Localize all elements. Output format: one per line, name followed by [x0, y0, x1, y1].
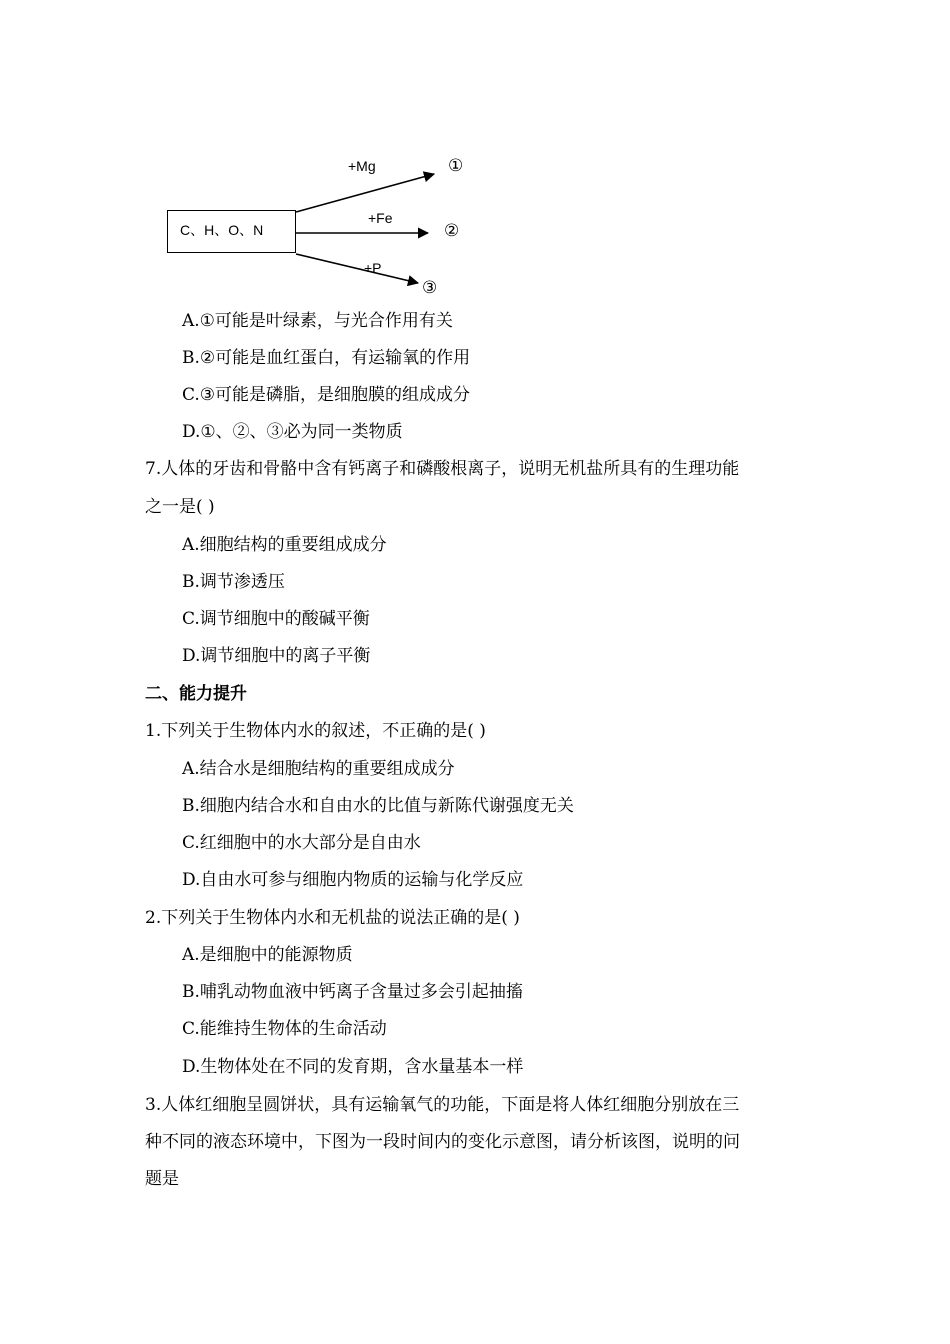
- s2-q1-stem: 1.下列关于生物体内水的叙述，不正确的是( ): [145, 721, 486, 741]
- branch-label-p: +P: [364, 260, 382, 276]
- q7-option-d: D.调节细胞中的离子平衡: [182, 646, 371, 666]
- section-heading: 二、能力提升: [145, 684, 247, 704]
- branch-label-mg: +Mg: [348, 158, 376, 174]
- q6-option-a: A.①可能是叶绿素，与光合作用有关: [182, 311, 453, 331]
- elements-box: [167, 210, 296, 253]
- s2-q1-option-a: A.结合水是细胞结构的重要组成成分: [182, 759, 455, 779]
- elements-box-label: C、H、O、N: [180, 222, 264, 238]
- s2-q1-option-c: C.红细胞中的水大部分是自由水: [182, 833, 421, 853]
- element-diagram: [160, 150, 480, 300]
- s2-q2-option-d: D.生物体处在不同的发育期，含水量基本一样: [182, 1057, 524, 1077]
- q7-option-a: A.细胞结构的重要组成成分: [182, 535, 387, 555]
- branch-target-2: ②: [444, 221, 460, 240]
- q7-stem-line1: 7.人体的牙齿和骨骼中含有钙离子和磷酸根离子，说明无机盐所具有的生理功能: [145, 459, 740, 479]
- q7-option-c: C.调节细胞中的酸碱平衡: [182, 609, 370, 629]
- s2-q2-option-b: B.哺乳动物血液中钙离子含量过多会引起抽搐: [182, 982, 523, 1002]
- q7-option-b: B.调节渗透压: [182, 572, 285, 592]
- arrow-p: [296, 254, 418, 283]
- arrow-mg: [296, 174, 434, 212]
- s2-q1-option-d: D.自由水可参与细胞内物质的运输与化学反应: [182, 870, 524, 890]
- s2-q1-option-b: B.细胞内结合水和自由水的比值与新陈代谢强度无关: [182, 796, 574, 816]
- q6-option-d: D.①、②、③必为同一类物质: [182, 422, 403, 442]
- branch-target-3: ③: [422, 278, 438, 297]
- q6-option-b: B.②可能是血红蛋白，有运输氧的作用: [182, 348, 471, 368]
- q7-stem-line2: 之一是( ): [145, 497, 215, 517]
- s2-q3-stem-line3: 题是: [145, 1169, 179, 1189]
- branch-target-1: ①: [448, 156, 464, 175]
- s2-q2-option-c: C.能维持生物体的生命活动: [182, 1019, 387, 1039]
- s2-q3-stem-line2: 种不同的液态环境中，下图为一段时间内的变化示意图，请分析该图，说明的问: [145, 1132, 740, 1152]
- s2-q3-stem-line1: 3.人体红细胞呈圆饼状，具有运输氧气的功能，下面是将人体红细胞分别放在三: [145, 1095, 740, 1115]
- s2-q2-option-a: A.是细胞中的能源物质: [182, 945, 353, 965]
- branch-label-fe: +Fe: [368, 210, 393, 226]
- q6-option-c: C.③可能是磷脂，是细胞膜的组成成分: [182, 385, 471, 405]
- s2-q2-stem: 2.下列关于生物体内水和无机盐的说法正确的是( ): [145, 908, 520, 928]
